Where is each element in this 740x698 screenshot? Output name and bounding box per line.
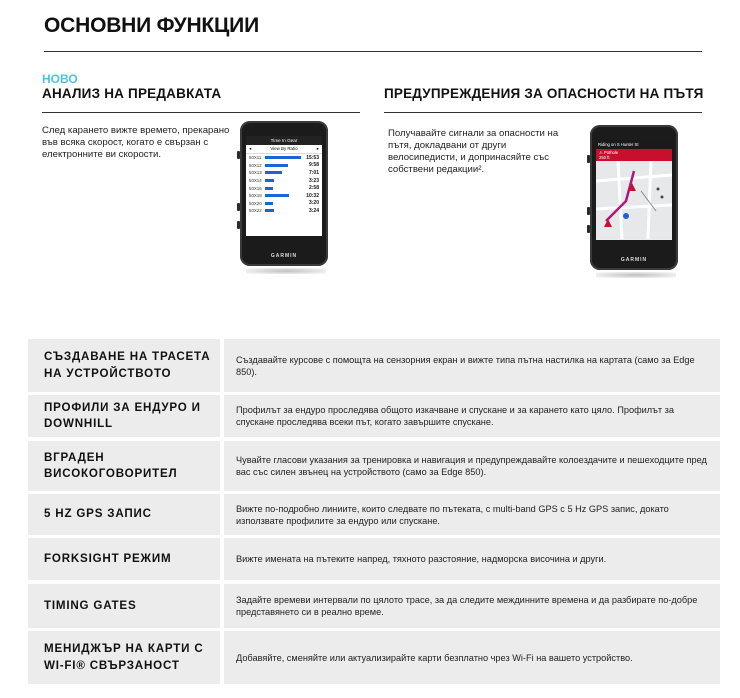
- feature-row-timing-gates: [28, 584, 720, 628]
- page-title: ОСНОВНИ ФУНКЦИИ: [44, 14, 259, 37]
- gear-row: [246, 207, 322, 215]
- feature-description: Профилът за ендуро проследява общото изкачване и спускане и за карането като цяло. Профилът за спускане проследява всеки път, когато завършите спускане.: [224, 395, 720, 437]
- gear-time: 15:53: [306, 154, 319, 161]
- screen-title: Time In Gear: [246, 136, 322, 145]
- gear-time-bar: [265, 194, 289, 197]
- new-badge: НОВО: [42, 72, 78, 86]
- gear-label: 50X22: [249, 208, 262, 214]
- feature-description: Чувайте гласови указания за тренировка и навигация и предупреждавайте колоездачите и пешеходците пред вас със силен звънец на устройството (само за Edge 850).: [224, 441, 720, 491]
- road-hazard-description: Получавайте сигнали за опасности на пътя, докладвани от други велосипедисти, и допринасяйте със собствени редакции².: [388, 128, 559, 175]
- road-hazard-heading: ПРЕДУПРЕЖДЕНИЯ ЗА ОПАСНОСТИ НА ПЪТЯ: [384, 86, 704, 101]
- alert-distance: 250 ft: [599, 155, 610, 160]
- feature-description: Добавяйте, сменяйте или актуализирайте карти безплатно чрез Wi-Fi на вашето устройство.: [224, 631, 720, 684]
- device-screen: [246, 136, 322, 236]
- gear-label: 50X18: [249, 193, 262, 199]
- gear-time-bar: [265, 209, 274, 212]
- gear-time-bar: [265, 164, 288, 167]
- feature-name: СЪЗДАВАНЕ НА ТРАСЕТА НА УСТРОЙСТВОТО: [28, 339, 220, 392]
- edge-device-gear-screen: [240, 121, 328, 266]
- gear-time-bar: [265, 179, 274, 182]
- gear-row: [246, 162, 322, 170]
- gear-row: [246, 169, 322, 177]
- gear-row: [246, 154, 322, 162]
- device-screen: [596, 140, 672, 240]
- gear-row: [246, 177, 322, 185]
- feature-description: Вижте по-подробно линиите, които следвате по пътеката, с multi-band GPS с 5 Hz GPS запис, докато използвате профилите за ендуро или спускане.: [224, 494, 720, 535]
- feature-name: ПРОФИЛИ ЗА ЕНДУРО И DOWNHILL: [28, 395, 220, 437]
- feature-name: TIMING GATES: [28, 584, 220, 628]
- gear-row: [246, 200, 322, 208]
- hazard-alert: [596, 149, 672, 161]
- title-divider: [44, 51, 702, 52]
- left-section-divider: [42, 112, 360, 113]
- feature-row-map-manager: [28, 631, 720, 684]
- gear-time: 3:20: [308, 200, 319, 207]
- map-header: Riding on S Hunter St: [596, 140, 672, 149]
- feature-description: Задайте времеви интервали по цялото трасе, за да следите междинните времена и да разбирате по-добре представянето си в реално време.: [224, 584, 720, 628]
- feature-row-forksight: [28, 538, 720, 580]
- gear-label: 50X20: [249, 200, 262, 206]
- gear-time: 3:23: [308, 177, 319, 184]
- feature-row-course-creation: [28, 339, 720, 392]
- brand-logo: GARMIN: [620, 257, 648, 263]
- arrow-left-icon: ◂: [249, 146, 252, 151]
- gear-time: 2:58: [308, 185, 319, 192]
- gear-time: 7:01: [308, 169, 319, 176]
- feature-name: FORKSIGHT РЕЖИМ: [28, 538, 220, 580]
- gear-time: 10:32: [306, 192, 319, 199]
- brand-logo: GARMIN: [270, 253, 298, 259]
- shift-analysis-description: След карането вижте времето, прекарано във всяка скорост, когато е свързан с електронните ви скорости.: [42, 125, 230, 160]
- feature-row-enduro-downhill: [28, 395, 720, 437]
- shift-analysis-heading: АНАЛИЗ НА ПРЕДАВКАТА: [42, 86, 222, 101]
- right-section-divider: [384, 112, 702, 113]
- screen-subtitle: View By Ratio: [270, 146, 298, 151]
- gear-time-bar: [265, 171, 282, 174]
- gear-label: 50X11: [249, 155, 262, 161]
- gear-time: 9:58: [308, 162, 319, 169]
- map-graphic: [596, 161, 672, 239]
- feature-name: 5 HZ GPS ЗАПИС: [28, 494, 220, 535]
- gear-label: 50X13: [249, 170, 262, 176]
- gear-list: [246, 154, 322, 215]
- gear-row: [246, 192, 322, 200]
- feature-row-gps-5hz: [28, 494, 720, 535]
- gear-time: 3:24: [308, 207, 319, 214]
- gear-label: 50X12: [249, 162, 262, 168]
- feature-description: Създавайте курсове с помощта на сензорния екран и вижте типа пътна настилка на картата (само за Edge 850).: [224, 339, 720, 392]
- gear-time-bar: [265, 187, 273, 190]
- gear-time-bar: [265, 156, 301, 159]
- feature-description: Вижте имената на пътеките напред, тяхното разстояние, надморска височина и други.: [224, 538, 720, 580]
- gear-time-bar: [265, 202, 273, 205]
- gear-row: [246, 184, 322, 192]
- gear-label: 50X14: [249, 178, 262, 184]
- alert-title: Pothole: [603, 150, 619, 155]
- gear-label: 50X16: [249, 185, 262, 191]
- warning-icon: ⚠: [599, 150, 603, 155]
- feature-name: МЕНИДЖЪР НА КАРТИ С WI-FI® СВЪРЗАНОСТ: [28, 631, 220, 684]
- arrow-right-icon: ▸: [316, 146, 319, 151]
- edge-device-map-screen: [590, 125, 678, 270]
- feature-row-speaker: [28, 441, 720, 491]
- feature-name: ВГРАДЕН ВИСОКОГОВОРИТЕЛ: [28, 441, 220, 491]
